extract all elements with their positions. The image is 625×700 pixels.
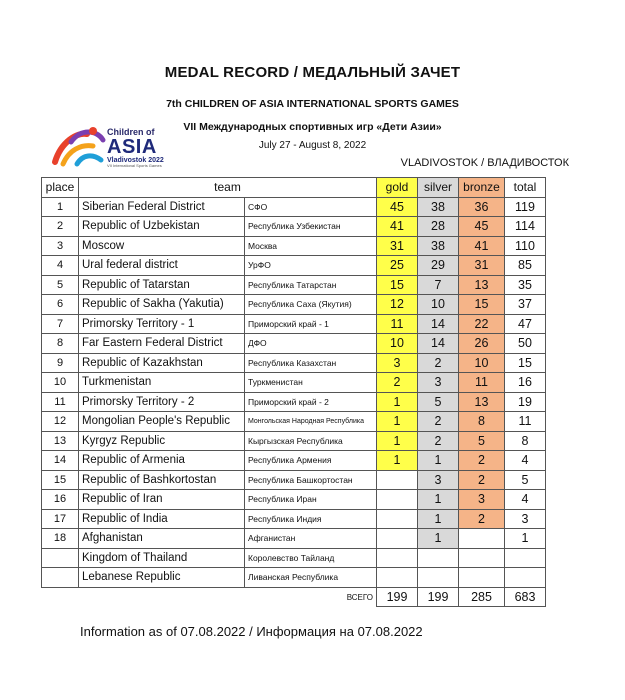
table-row xyxy=(42,334,546,354)
row-place: 16 xyxy=(42,490,79,510)
row-bronze: 26 xyxy=(459,334,505,354)
row-bronze: 45 xyxy=(459,217,505,237)
header-silver: silver xyxy=(418,178,459,198)
row-gold: 45 xyxy=(377,197,418,217)
row-total: 110 xyxy=(505,236,546,256)
row-place: 2 xyxy=(42,217,79,237)
row-total xyxy=(505,568,546,588)
row-team: Republic of Uzbekistan xyxy=(79,217,245,237)
row-silver: 1 xyxy=(418,529,459,549)
table-row xyxy=(42,373,546,393)
row-team-ru: УрФО xyxy=(245,256,377,276)
row-place: 18 xyxy=(42,529,79,549)
row-team: Republic of Kazakhstan xyxy=(79,353,245,373)
totals-gold: 199 xyxy=(377,587,418,607)
row-bronze: 11 xyxy=(459,373,505,393)
row-gold: 12 xyxy=(377,295,418,315)
row-team: Moscow xyxy=(79,236,245,256)
row-bronze xyxy=(459,568,505,588)
row-team-ru: Монгольская Народная Республика xyxy=(245,412,377,432)
row-team: Far Eastern Federal District xyxy=(79,334,245,354)
table-row xyxy=(42,314,546,334)
row-place: 4 xyxy=(42,256,79,276)
row-total: 119 xyxy=(505,197,546,217)
row-silver: 2 xyxy=(418,353,459,373)
row-place: 9 xyxy=(42,353,79,373)
page-title: MEDAL RECORD / МЕДАЛЬНЫЙ ЗАЧЕТ xyxy=(164,64,461,81)
row-bronze: 2 xyxy=(459,451,505,471)
row-total: 35 xyxy=(505,275,546,295)
row-place: 11 xyxy=(42,392,79,412)
table-row xyxy=(42,392,546,412)
table-row xyxy=(42,548,546,568)
row-bronze: 10 xyxy=(459,353,505,373)
row-place xyxy=(42,568,79,588)
row-gold: 1 xyxy=(377,431,418,451)
row-team-ru: Кыргызская Республика xyxy=(245,431,377,451)
row-team: Kyrgyz Republic xyxy=(79,431,245,451)
totals-label: ВСЕГО xyxy=(346,592,373,602)
table-row xyxy=(42,275,546,295)
table-row xyxy=(42,431,546,451)
row-total: 50 xyxy=(505,334,546,354)
row-total: 19 xyxy=(505,392,546,412)
table-row xyxy=(42,470,546,490)
row-team: Turkmenistan xyxy=(79,373,245,393)
row-gold xyxy=(377,568,418,588)
row-place: 6 xyxy=(42,295,79,315)
row-gold: 15 xyxy=(377,275,418,295)
row-gold xyxy=(377,470,418,490)
row-team-ru: Москва xyxy=(245,236,377,256)
row-silver: 7 xyxy=(418,275,459,295)
row-place: 8 xyxy=(42,334,79,354)
row-silver: 3 xyxy=(418,373,459,393)
row-bronze: 13 xyxy=(459,275,505,295)
row-gold: 10 xyxy=(377,334,418,354)
row-team: Republic of Armenia xyxy=(79,451,245,471)
header-gold: gold xyxy=(377,178,418,198)
row-bronze xyxy=(459,548,505,568)
row-bronze: 2 xyxy=(459,509,505,529)
row-place: 3 xyxy=(42,236,79,256)
totals-total: 683 xyxy=(505,587,546,607)
row-place: 15 xyxy=(42,470,79,490)
row-gold: 1 xyxy=(377,412,418,432)
row-total: 4 xyxy=(505,490,546,510)
row-total: 85 xyxy=(505,256,546,276)
row-team-ru: Республика Армения xyxy=(245,451,377,471)
row-team-ru: Республика Узбекистан xyxy=(245,217,377,237)
table-row xyxy=(42,256,546,276)
row-team-ru: Республика Казахстан xyxy=(245,353,377,373)
row-silver: 28 xyxy=(418,217,459,237)
row-gold: 11 xyxy=(377,314,418,334)
row-team: Republic of Iran xyxy=(79,490,245,510)
row-team: Lebanese Republic xyxy=(79,568,245,588)
row-total: 47 xyxy=(505,314,546,334)
row-total: 8 xyxy=(505,431,546,451)
table-row xyxy=(42,509,546,529)
row-place xyxy=(42,548,79,568)
row-team: Republic of Sakha (Yakutia) xyxy=(79,295,245,315)
row-gold: 1 xyxy=(377,451,418,471)
row-team: Primorsky Territory - 1 xyxy=(79,314,245,334)
table-row xyxy=(42,451,546,471)
row-team-ru: Республика Индия xyxy=(245,509,377,529)
row-silver: 29 xyxy=(418,256,459,276)
row-team-ru: Республика Татарстан xyxy=(245,275,377,295)
row-silver: 38 xyxy=(418,236,459,256)
games-dates: July 27 - August 8, 2022 xyxy=(258,140,367,151)
row-place: 1 xyxy=(42,197,79,217)
row-total: 1 xyxy=(505,529,546,549)
row-gold xyxy=(377,548,418,568)
row-team: Kingdom of Thailand xyxy=(79,548,245,568)
row-bronze: 5 xyxy=(459,431,505,451)
row-silver: 2 xyxy=(418,412,459,432)
table-row xyxy=(42,412,546,432)
row-team-ru: Республика Иран xyxy=(245,490,377,510)
row-team: Republic of Bashkortostan xyxy=(79,470,245,490)
row-place: 14 xyxy=(42,451,79,471)
row-gold: 31 xyxy=(377,236,418,256)
row-gold: 3 xyxy=(377,353,418,373)
row-gold xyxy=(377,490,418,510)
row-bronze: 22 xyxy=(459,314,505,334)
row-total: 3 xyxy=(505,509,546,529)
row-place: 7 xyxy=(42,314,79,334)
row-team-ru: Республика Башкортостан xyxy=(245,470,377,490)
row-gold: 25 xyxy=(377,256,418,276)
row-total: 15 xyxy=(505,353,546,373)
row-team-ru: СФО xyxy=(245,197,377,217)
table-row xyxy=(42,529,546,549)
row-gold: 41 xyxy=(377,217,418,237)
row-team-ru: Приморский край - 1 xyxy=(245,314,377,334)
row-team: Siberian Federal District xyxy=(79,197,245,217)
venue-label: VLADIVOSTOK / ВЛАДИВОСТОК xyxy=(400,157,569,169)
row-silver: 1 xyxy=(418,451,459,471)
table-row xyxy=(42,295,546,315)
header-team: team xyxy=(79,178,377,198)
info-footer: Information as of 07.08.2022 / Информация на 07.08.2022 xyxy=(80,624,423,639)
row-total: 37 xyxy=(505,295,546,315)
table-row xyxy=(42,490,546,510)
row-bronze: 31 xyxy=(459,256,505,276)
row-silver xyxy=(418,548,459,568)
table-header-row xyxy=(42,178,546,198)
logo-line-1: Children of xyxy=(107,127,155,137)
row-team-ru: Королевство Тайланд xyxy=(245,548,377,568)
row-gold: 2 xyxy=(377,373,418,393)
row-team-ru: Ливанская Республика xyxy=(245,568,377,588)
row-team-ru: Республика Саха (Якутия) xyxy=(245,295,377,315)
row-silver: 10 xyxy=(418,295,459,315)
row-gold xyxy=(377,529,418,549)
row-bronze xyxy=(459,529,505,549)
logo-line-2: ASIA xyxy=(107,136,157,158)
header-total: total xyxy=(505,178,546,198)
row-total: 16 xyxy=(505,373,546,393)
table-row xyxy=(42,568,546,588)
row-place: 17 xyxy=(42,509,79,529)
games-title-en: 7th CHILDREN OF ASIA INTERNATIONAL SPORTS GAMES xyxy=(166,98,459,110)
row-bronze: 36 xyxy=(459,197,505,217)
row-bronze: 13 xyxy=(459,392,505,412)
row-team-ru: Туркменистан xyxy=(245,373,377,393)
row-bronze: 2 xyxy=(459,470,505,490)
row-bronze: 41 xyxy=(459,236,505,256)
row-team-ru: ДФО xyxy=(245,334,377,354)
row-total: 114 xyxy=(505,217,546,237)
row-silver: 1 xyxy=(418,509,459,529)
row-team: Afghanistan xyxy=(79,529,245,549)
logo-line-4: VII International Sports Games xyxy=(107,163,162,168)
row-place: 10 xyxy=(42,373,79,393)
totals-silver: 199 xyxy=(418,587,459,607)
row-team: Republic of Tatarstan xyxy=(79,275,245,295)
row-team: Mongolian People's Republic xyxy=(79,412,245,432)
table-row xyxy=(42,217,546,237)
row-team: Primorsky Territory - 2 xyxy=(79,392,245,412)
row-silver: 5 xyxy=(418,392,459,412)
row-silver: 2 xyxy=(418,431,459,451)
row-bronze: 3 xyxy=(459,490,505,510)
header-bronze: bronze xyxy=(459,178,505,198)
totals-bronze: 285 xyxy=(459,587,505,607)
row-silver: 3 xyxy=(418,470,459,490)
row-bronze: 8 xyxy=(459,412,505,432)
row-silver: 14 xyxy=(418,314,459,334)
logo-line-3: Vladivostok 2022 xyxy=(107,157,164,164)
row-silver: 1 xyxy=(418,490,459,510)
medal-table xyxy=(41,177,546,607)
row-silver xyxy=(418,568,459,588)
row-team: Ural federal district xyxy=(79,256,245,276)
table-row xyxy=(42,236,546,256)
row-place: 12 xyxy=(42,412,79,432)
row-total: 5 xyxy=(505,470,546,490)
row-team: Republic of India xyxy=(79,509,245,529)
row-place: 13 xyxy=(42,431,79,451)
table-row xyxy=(42,353,546,373)
header-place: place xyxy=(42,178,79,198)
row-silver: 38 xyxy=(418,197,459,217)
row-team-ru: Афганистан xyxy=(245,529,377,549)
row-gold xyxy=(377,509,418,529)
table-row xyxy=(42,197,546,217)
row-team-ru: Приморский край - 2 xyxy=(245,392,377,412)
row-place: 5 xyxy=(42,275,79,295)
row-gold: 1 xyxy=(377,392,418,412)
row-total: 4 xyxy=(505,451,546,471)
row-total: 11 xyxy=(505,412,546,432)
games-title-ru: VII Международных спортивных игр «Дети Азии» xyxy=(183,121,442,133)
row-silver: 14 xyxy=(418,334,459,354)
totals-row xyxy=(42,587,546,607)
row-bronze: 15 xyxy=(459,295,505,315)
row-total xyxy=(505,548,546,568)
